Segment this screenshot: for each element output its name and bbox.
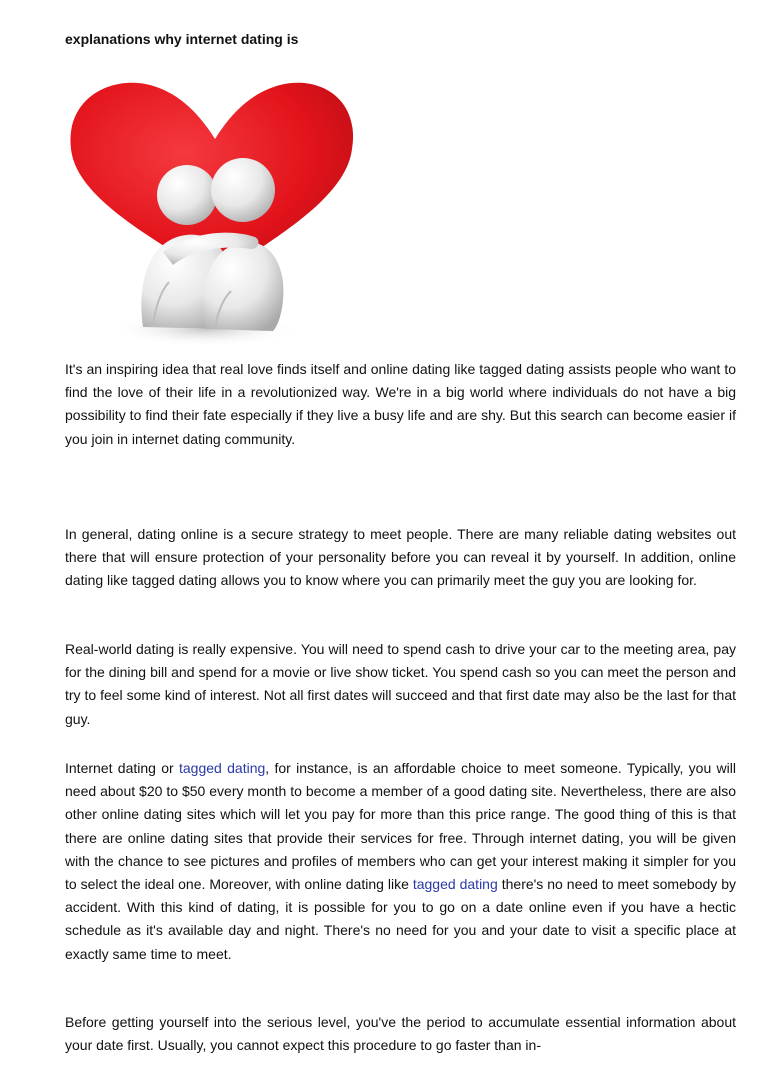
document-title: explanations why internet dating is [65,31,299,47]
tagged-dating-link[interactable]: tagged dating [179,760,266,776]
paragraph-serious-level: Before getting yourself into the serious level, you've the period to accumulate essential information about your date first. Usually, you cannot expect this procedure to go faster than in- [65,1014,736,1054]
heart-couple-illustration [65,77,355,353]
paragraph-affordable-choice [65,757,736,966]
paragraph-text-segment: , for instance, is an affordable choice to meet someone. Typically, you will need about $20 to $50 every month to become a member of a good dating site. Nevertheless, there are also other online dating sites which will let you pay for more than this price range. The good thing of this is that there are online dating sites that provide their services for free. Through internet dating, you will be given with the chance to see pictures and profiles of members who can get your interest making it simpler for you to select the ideal one. Moreover, with online dating like [65,760,736,893]
paragraph-intro: It's an inspiring idea that real love finds itself and online dating like tagged dating assists people who want to find the love of their life in a revolutionized way. We're in a big world where individuals do not have a big possibility to find their fate especially if they live a busy life and are shy. But this search can become easier if you join in internet dating community. [65,361,736,447]
paragraph-real-world-dating: Real-world dating is really expensive. You will need to spend cash to drive your car to the meeting area, pay for the dining bill and spend for a movie or live show ticket. You spend cash so you can meet the person and try to feel some kind of interest. Not all first dates will succeed and that first date may also be the last for that guy. [65,641,736,727]
paragraph-secure-strategy: In general, dating online is a secure strategy to meet people. There are many reliable dating websites out there that will ensure protection of your personality before you can reveal it by yourself. In addition, online dating like tagged dating allows you to know where you can primarily meet the guy you are looking for. [65,526,736,589]
paragraph-text-segment: there's no need to meet somebody by accident. With this kind of dating, it is possible for you to go on a date online even if you have a hectic schedule as it's available day and night. There's no need for you and your date to visit a specific place at exactly same time to meet. [65,876,736,962]
paragraph-text-segment: Internet dating or [65,760,179,776]
tagged-dating-link[interactable]: tagged dating [412,876,498,893]
